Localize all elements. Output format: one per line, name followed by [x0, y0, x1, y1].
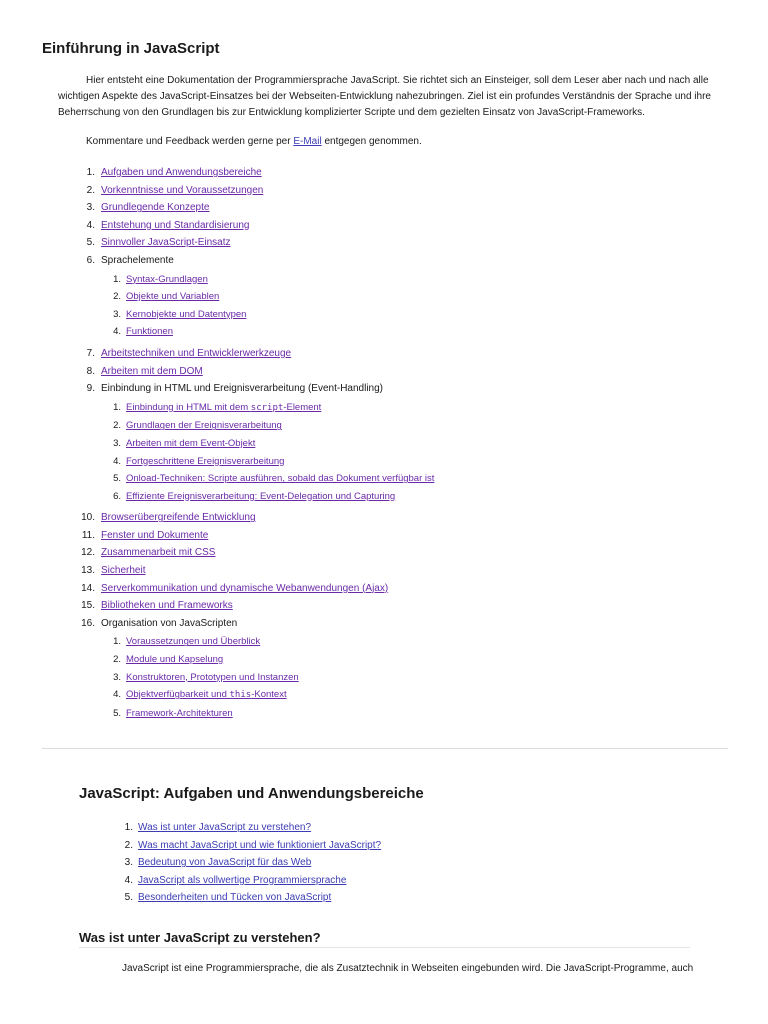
toc-item[interactable]	[0, 470, 768, 488]
toc-item-number: 3.	[113, 671, 121, 683]
toc-item-number: 3.	[86, 202, 95, 214]
toc-item-number: 11.	[81, 529, 95, 541]
toc-item-number: 3.	[113, 437, 121, 449]
toc-item[interactable]	[0, 509, 768, 527]
toc-item-number: 2.	[86, 184, 95, 196]
toc-item[interactable]	[0, 417, 768, 435]
toc-link[interactable]: Framework-Architekturen	[126, 707, 233, 719]
intro-paragraph: Hier entsteht eine Dokumentation der Programmiersprache JavaScript. Sie richtet sich an Einsteiger, soll dem Leser aber nach und nach alle wichtigen Aspekte des JavaScript-Einsatzes bei der Webseiten-Entwicklung nahezubringen. Ziel ist ein profundes Verständnis der Sprache und ihre Beherrschung von den Grundlagen bis zur Entwicklung komplizierter Scripte und dem gezielten Einsatz von JavaScript-Frameworks.	[58, 75, 711, 118]
toc-link[interactable]: Voraussetzungen und Überblick	[126, 636, 261, 648]
toc-item[interactable]	[0, 597, 768, 615]
feedback-text-before: Kommentare und Feedback werden gerne per	[86, 136, 294, 147]
toc-item-number: 2.	[113, 654, 121, 666]
toc-item-number: 14.	[81, 582, 95, 594]
toc-item[interactable]	[0, 182, 768, 200]
email-link[interactable]: E-Mail	[293, 136, 322, 147]
toc-link-text: -Kontext	[251, 689, 287, 701]
toc-link[interactable]: Effiziente Ereignisverarbeitung: Event-Delegation und Capturing	[126, 490, 396, 502]
toc-sublist	[0, 399, 768, 506]
toc-link[interactable]: Vorkenntnisse und Voraussetzungen	[101, 184, 264, 196]
toc-item[interactable]	[0, 837, 768, 855]
toc-item-number: 16.	[81, 617, 95, 629]
toc-item[interactable]	[0, 651, 768, 669]
toc-item[interactable]	[0, 705, 768, 723]
toc-item-number: 4.	[113, 455, 121, 467]
toc-item[interactable]	[0, 323, 768, 341]
toc-link[interactable]: JavaScript als vollwertige Programmiersprache	[138, 874, 347, 886]
toc-link[interactable]: Syntax-Grundlagen	[126, 273, 208, 285]
toc-item-number: 5.	[113, 473, 121, 485]
toc-item-number: 2.	[113, 291, 121, 303]
toc-link[interactable]: Browserübergreifende Entwicklung	[101, 512, 256, 524]
toc-item-number: 1.	[113, 636, 121, 648]
toc-item[interactable]	[0, 399, 768, 418]
toc-item-number: 15.	[81, 600, 95, 612]
toc-link[interactable]: Sicherheit	[101, 565, 146, 577]
toc-item-number: 1.	[124, 822, 133, 833]
toc-item[interactable]	[0, 453, 768, 471]
section-divider	[42, 748, 728, 749]
toc-item[interactable]	[0, 345, 768, 363]
toc-item[interactable]	[0, 580, 768, 598]
toc-item[interactable]	[0, 488, 768, 506]
toc-link[interactable]: Funktionen	[126, 326, 174, 338]
toc-item[interactable]	[0, 288, 768, 306]
toc-item	[0, 380, 768, 505]
toc-link-code: this	[229, 690, 252, 701]
toc-link[interactable]: Grundlagen der Ereignisverarbeitung	[126, 420, 282, 432]
toc-item[interactable]	[0, 544, 768, 562]
toc-link[interactable]: Besonderheiten und Tücken von JavaScript	[138, 892, 332, 904]
toc-link[interactable]: Sinnvoller JavaScript-Einsatz	[101, 237, 231, 249]
toc-item[interactable]	[0, 164, 768, 182]
toc-item[interactable]	[0, 633, 768, 651]
toc-item[interactable]	[0, 889, 768, 907]
toc-link[interactable]	[126, 399, 321, 418]
toc-item-number: 5.	[86, 237, 95, 249]
toc-item-number: 1.	[113, 273, 121, 285]
page-title: Einführung in JavaScript	[42, 40, 220, 57]
toc-link[interactable]: Zusammenarbeit mit CSS	[101, 547, 216, 559]
toc-item-number: 4.	[113, 689, 121, 701]
toc-link[interactable]: Arbeitstechniken und Entwicklerwerkzeuge	[101, 347, 292, 359]
toc-link[interactable]: Objekte und Variablen	[126, 291, 220, 303]
toc-item-number: 5.	[113, 707, 121, 719]
toc-item-number: 8.	[86, 365, 95, 377]
toc-item-number: 5.	[124, 892, 133, 904]
table-of-contents	[0, 164, 768, 726]
subsection-rule	[79, 947, 690, 948]
toc-link-text: Einbindung in HTML mit dem	[126, 401, 251, 413]
toc-item-number: 12.	[81, 547, 95, 559]
toc-item-number: 4.	[113, 326, 121, 338]
toc-sublist	[0, 271, 768, 341]
toc-item[interactable]	[0, 363, 768, 381]
section-contents-list	[0, 819, 768, 907]
section-title: JavaScript: Aufgaben und Anwendungsbereiche	[79, 785, 424, 802]
toc-sublist	[0, 633, 768, 722]
toc-link[interactable]: Was macht JavaScript und wie funktioniert JavaScript?	[138, 839, 382, 851]
toc-item-number: 3.	[113, 308, 121, 320]
toc-item[interactable]	[0, 686, 768, 705]
toc-link[interactable]: Onload-Techniken: Scripte ausführen, sobald das Dokument verfügbar ist	[126, 473, 435, 485]
toc-link[interactable]: Was ist unter JavaScript zu verstehen?	[138, 822, 312, 833]
toc-link[interactable]: Bedeutung von JavaScript für das Web	[138, 857, 312, 869]
toc-link[interactable]: Fortgeschrittene Ereignisverarbeitung	[126, 455, 285, 467]
toc-link[interactable]: Module und Kapselung	[126, 654, 224, 666]
toc-item[interactable]	[0, 217, 768, 235]
toc-item[interactable]	[0, 527, 768, 545]
toc-item-number: 7.	[86, 347, 95, 359]
toc-item-number: 10.	[81, 512, 95, 524]
toc-item[interactable]	[0, 562, 768, 580]
toc-item-number: 1.	[113, 401, 121, 413]
toc-item[interactable]	[0, 669, 768, 687]
toc-item-number: 13.	[81, 565, 95, 577]
toc-item[interactable]	[0, 854, 768, 872]
toc-item-number: 6.	[86, 254, 95, 266]
toc-item-number: 4.	[124, 874, 133, 886]
feedback-note	[86, 136, 422, 147]
toc-item[interactable]	[0, 271, 768, 289]
toc-link[interactable]: Fenster und Dokumente	[101, 529, 209, 541]
toc-item	[0, 615, 768, 723]
toc-link[interactable]: Serverkommunikation und dynamische Webanwendungen (Ajax)	[101, 582, 389, 594]
toc-item[interactable]	[0, 234, 768, 252]
toc-item-number: 2.	[113, 420, 121, 432]
toc-link-code: script	[250, 402, 284, 413]
toc-item[interactable]	[0, 306, 768, 324]
section-paragraph: JavaScript ist eine Programmiersprache, die als Zusatztechnik in Webseiten eingebunden wird. Die JavaScript-Programme, auch	[122, 963, 694, 974]
toc-item[interactable]	[0, 199, 768, 217]
toc-item-number: 2.	[124, 839, 133, 851]
toc-heading-label: Einbindung in HTML und Ereignisverarbeitung (Event-Handling)	[101, 383, 384, 395]
toc-item-number: 6.	[113, 490, 121, 502]
toc-heading-label: Organisation von JavaScripten	[101, 617, 238, 629]
toc-link[interactable]: Arbeiten mit dem Event-Objekt	[126, 437, 256, 449]
toc-item[interactable]	[0, 819, 768, 837]
toc-link[interactable]: Grundlegende Konzepte	[101, 202, 210, 214]
toc-link[interactable]: Aufgaben und Anwendungsbereiche	[101, 167, 262, 178]
feedback-text-after: entgegen genommen.	[321, 136, 422, 147]
toc-item-number: 9.	[86, 383, 95, 395]
toc-link[interactable]	[126, 686, 287, 705]
toc-link[interactable]: Konstruktoren, Prototypen und Instanzen	[126, 671, 299, 683]
toc-link[interactable]: Arbeiten mit dem DOM	[101, 365, 203, 377]
toc-link-text: -Element	[283, 401, 322, 413]
toc-item-number: 1.	[86, 167, 95, 178]
toc-item-number: 4.	[86, 219, 95, 231]
toc-link-text: Objektverfügbarkeit und	[126, 689, 230, 701]
toc-item	[0, 252, 768, 341]
toc-heading-label: Sprachelemente	[101, 254, 174, 266]
toc-item[interactable]	[0, 872, 768, 890]
toc-link[interactable]: Entstehung und Standardisierung	[101, 219, 250, 231]
toc-link[interactable]: Kernobjekte und Datentypen	[126, 308, 247, 320]
toc-link[interactable]: Bibliotheken und Frameworks	[101, 600, 233, 612]
toc-item[interactable]	[0, 435, 768, 453]
subsection-title: Was ist unter JavaScript zu verstehen?	[79, 930, 321, 945]
toc-item-number: 3.	[124, 857, 133, 869]
